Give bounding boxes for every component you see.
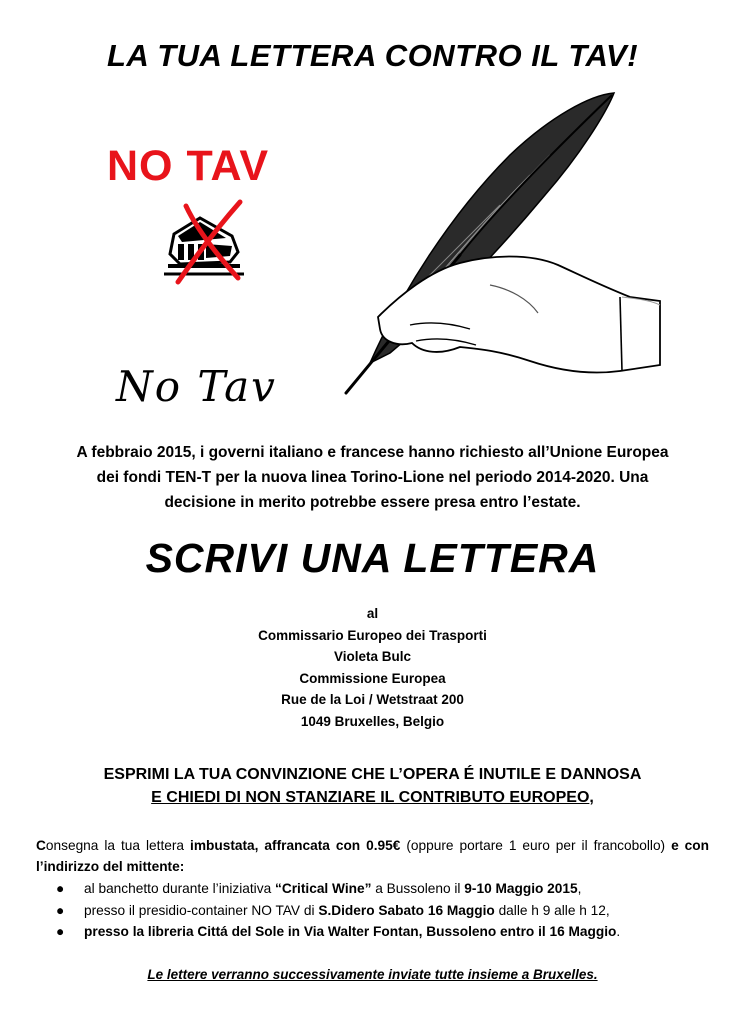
headline: SCRIVI UNA LETTERA <box>145 535 600 581</box>
address-prefix: al <box>366 606 379 621</box>
bullet-icon: ● <box>56 924 65 939</box>
bullet-bold: “Critical Wine” <box>274 881 372 896</box>
list-item <box>56 900 620 922</box>
address-line: 1049 Bruxelles, Belgio <box>300 713 445 729</box>
bullet-text: presso il presidio-container NO TAV di <box>84 902 319 918</box>
crossed-train-logo-icon <box>160 196 248 288</box>
bullet-icon: ● <box>56 881 65 896</box>
bullet-text: , <box>577 881 582 896</box>
instructions-text: onsegna la tua lettera <box>45 838 191 853</box>
intro-line: dei fondi TEN-T per la nuova linea Torino-Lione nel periodo 2014-2020. Una <box>96 469 649 486</box>
address-line: Commissione Europea <box>299 670 446 686</box>
call-line-2 <box>0 786 745 809</box>
intro-line: decisione in merito potrebbe essere presa entro l’estate. <box>164 494 581 511</box>
instructions-bold: imbustata, affrancata con 0.95€ <box>190 838 401 853</box>
call-to-action <box>0 763 745 809</box>
bullet-bold: presso la libreria Cittá del Sole in Via Walter Fontan, Bussoleno entro il 16 Maggio <box>84 924 617 939</box>
instructions-initial: C <box>36 838 46 853</box>
page-title: LA TUA LETTERA CONTRO IL TAV! <box>106 38 639 73</box>
bullet-text: a Bussoleno il <box>371 881 465 896</box>
instructions-paragraph <box>36 835 709 877</box>
intro-paragraph <box>30 440 715 515</box>
locations-list <box>56 878 620 943</box>
recipient-address <box>0 603 745 732</box>
instructions-bold: e con l’indirizzo del mittente: <box>36 838 710 874</box>
address-line: Violeta Bulc <box>333 649 412 664</box>
call-line-2-underlined: E CHIEDI DI NON STANZIARE IL CONTRIBUTO EUROPEO <box>151 789 590 806</box>
no-tav-logo-text: NO TAV <box>107 142 270 190</box>
list-item <box>56 921 620 943</box>
bullet-icon: ● <box>56 902 65 918</box>
no-tav-signature: No Tav <box>116 362 277 411</box>
call-line-1: ESPRIMI LA TUA CONVINZIONE CHE L’OPERA É INUTILE E DANNOSA <box>103 766 642 783</box>
bullet-text: dalle h 9 alle h 12, <box>494 902 610 918</box>
bullet-bold: S.Didero Sabato 16 Maggio <box>318 902 495 918</box>
bullet-bold: 9-10 Maggio 2015 <box>464 881 578 896</box>
bullet-text: al banchetto durante l’iniziativa <box>84 881 275 896</box>
quill-hand-illustration <box>330 85 670 405</box>
address-line: Rue de la Loi / Wetstraat 200 <box>281 692 464 707</box>
address-line: Commissario Europeo dei Trasporti <box>258 627 487 643</box>
footer-note: Le lettere verranno successivamente inviate tutte insieme a Bruxelles. <box>147 967 598 982</box>
list-item <box>56 878 620 900</box>
intro-line: A febbraio 2015, i governi italiano e francese hanno richiesto all’Unione Europea <box>76 444 669 461</box>
instructions-text: (oppure portare 1 euro per il francobollo) <box>400 838 672 853</box>
call-line-2-tail: , <box>589 789 594 806</box>
bullet-text: . <box>616 924 621 939</box>
